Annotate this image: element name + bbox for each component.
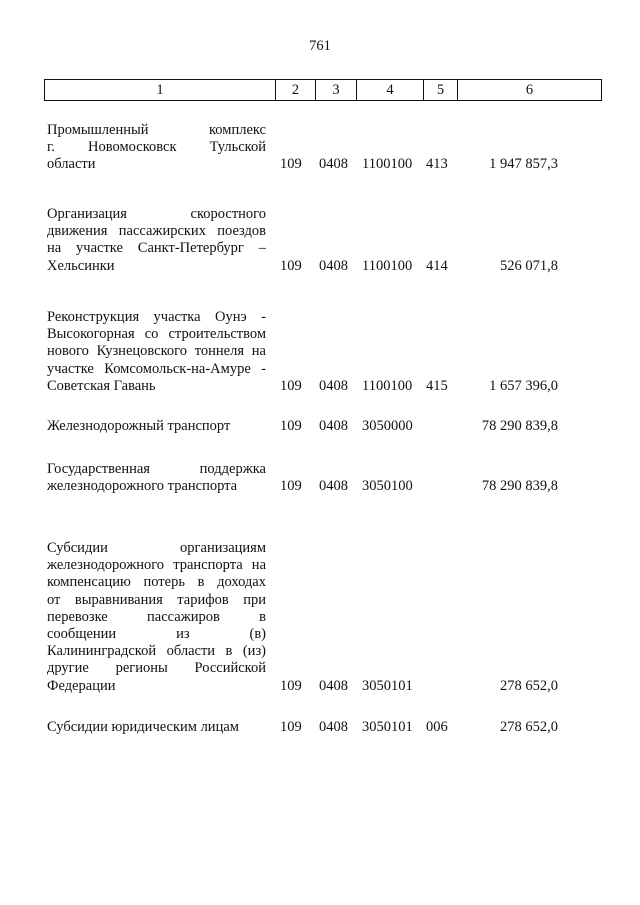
cell-col6: 78 290 839,8 (481, 418, 558, 434)
cell-col4: 3050101 (362, 719, 413, 735)
column-header-table (44, 79, 602, 101)
description-line: железнодорожного транспорта на (47, 557, 266, 574)
column-header-6: 6 (458, 80, 602, 101)
cell-col3: 0408 (319, 677, 348, 694)
cell-col2: 109 (280, 156, 302, 173)
cell-col5: 414 (426, 257, 448, 274)
row-description (47, 206, 266, 275)
description-line: Федерации (47, 677, 116, 694)
description-line: Государственная поддержка (47, 461, 266, 477)
column-header-row (45, 80, 602, 101)
description-line: Высокогорная со строительством (47, 326, 266, 343)
column-header-4: 4 (357, 80, 424, 101)
cell-col6: 278 652,0 (500, 677, 558, 694)
cell-col2: 109 (280, 377, 302, 394)
cell-col3: 0408 (319, 257, 348, 274)
column-header-2: 2 (276, 80, 316, 101)
description-line: компенсацию потерь в доходах (47, 574, 266, 591)
cell-col4: 1100100 (362, 257, 413, 274)
cell-col3: 0408 (319, 719, 348, 735)
cell-col3: 0408 (319, 377, 348, 394)
cell-col6: 78 290 839,8 (481, 478, 558, 495)
cell-col6: 278 652,0 (500, 719, 558, 735)
cell-col4: 3050100 (362, 478, 413, 495)
cell-col2: 109 (280, 719, 302, 735)
cell-col3: 0408 (319, 418, 348, 434)
cell-col3: 0408 (319, 156, 348, 173)
description-line: Субсидии юридическим лицам (47, 719, 239, 735)
cell-col2: 109 (280, 418, 302, 434)
column-header-3: 3 (316, 80, 357, 101)
cell-col5: 415 (426, 377, 448, 394)
cell-col6: 1 657 396,0 (489, 377, 558, 394)
cell-col2: 109 (280, 478, 302, 495)
description-line: Организация скоростного (47, 206, 266, 222)
row-description (47, 540, 266, 695)
cell-col6: 526 071,8 (500, 257, 558, 274)
cell-col5: 006 (426, 719, 448, 735)
description-line: Железнодорожный транспорт (47, 418, 231, 434)
cell-col6: 1 947 857,3 (489, 156, 558, 173)
row-description (47, 418, 266, 435)
row-description (47, 122, 266, 174)
row-description (47, 461, 266, 495)
description-line: Промышленный комплекс (47, 122, 266, 138)
description-line: перевозке пассажиров в (47, 608, 266, 625)
description-line: Субсидии организациям (47, 540, 266, 556)
description-line: на участке Санкт-Петербург – (47, 240, 266, 257)
description-line: железнодорожного транспорта (47, 478, 238, 495)
description-line: нового Кузнецовского тоннеля на (47, 343, 266, 360)
cell-col2: 109 (280, 677, 302, 694)
cell-col4: 3050101 (362, 677, 413, 694)
description-line: участке Комсомольск-на-Амуре - (47, 360, 266, 377)
row-description (47, 309, 266, 395)
description-line: Реконструкция участка Оунэ - (47, 309, 266, 325)
description-line: г. Новомосковск Тульской (47, 139, 266, 156)
column-header-1: 1 (45, 80, 276, 101)
description-line: Советская Гавань (47, 377, 156, 394)
cell-col4: 3050000 (362, 418, 413, 434)
column-header-5: 5 (424, 80, 458, 101)
page-number: 761 (309, 38, 331, 54)
description-line: движения пассажирских поездов (47, 223, 266, 240)
cell-col5: 413 (426, 156, 448, 173)
description-line: сообщении из (в) (47, 626, 266, 643)
cell-col4: 1100100 (362, 377, 413, 394)
description-line: Калининградской области в (из) (47, 643, 266, 660)
cell-col4: 1100100 (362, 156, 413, 173)
description-line: от выравнивания тарифов при (47, 591, 266, 608)
description-line: Хельсинки (47, 257, 115, 274)
cell-col3: 0408 (319, 478, 348, 495)
cell-col2: 109 (280, 257, 302, 274)
row-description (47, 719, 266, 736)
description-line: другие регионы Российской (47, 660, 266, 677)
description-line: области (47, 156, 96, 173)
